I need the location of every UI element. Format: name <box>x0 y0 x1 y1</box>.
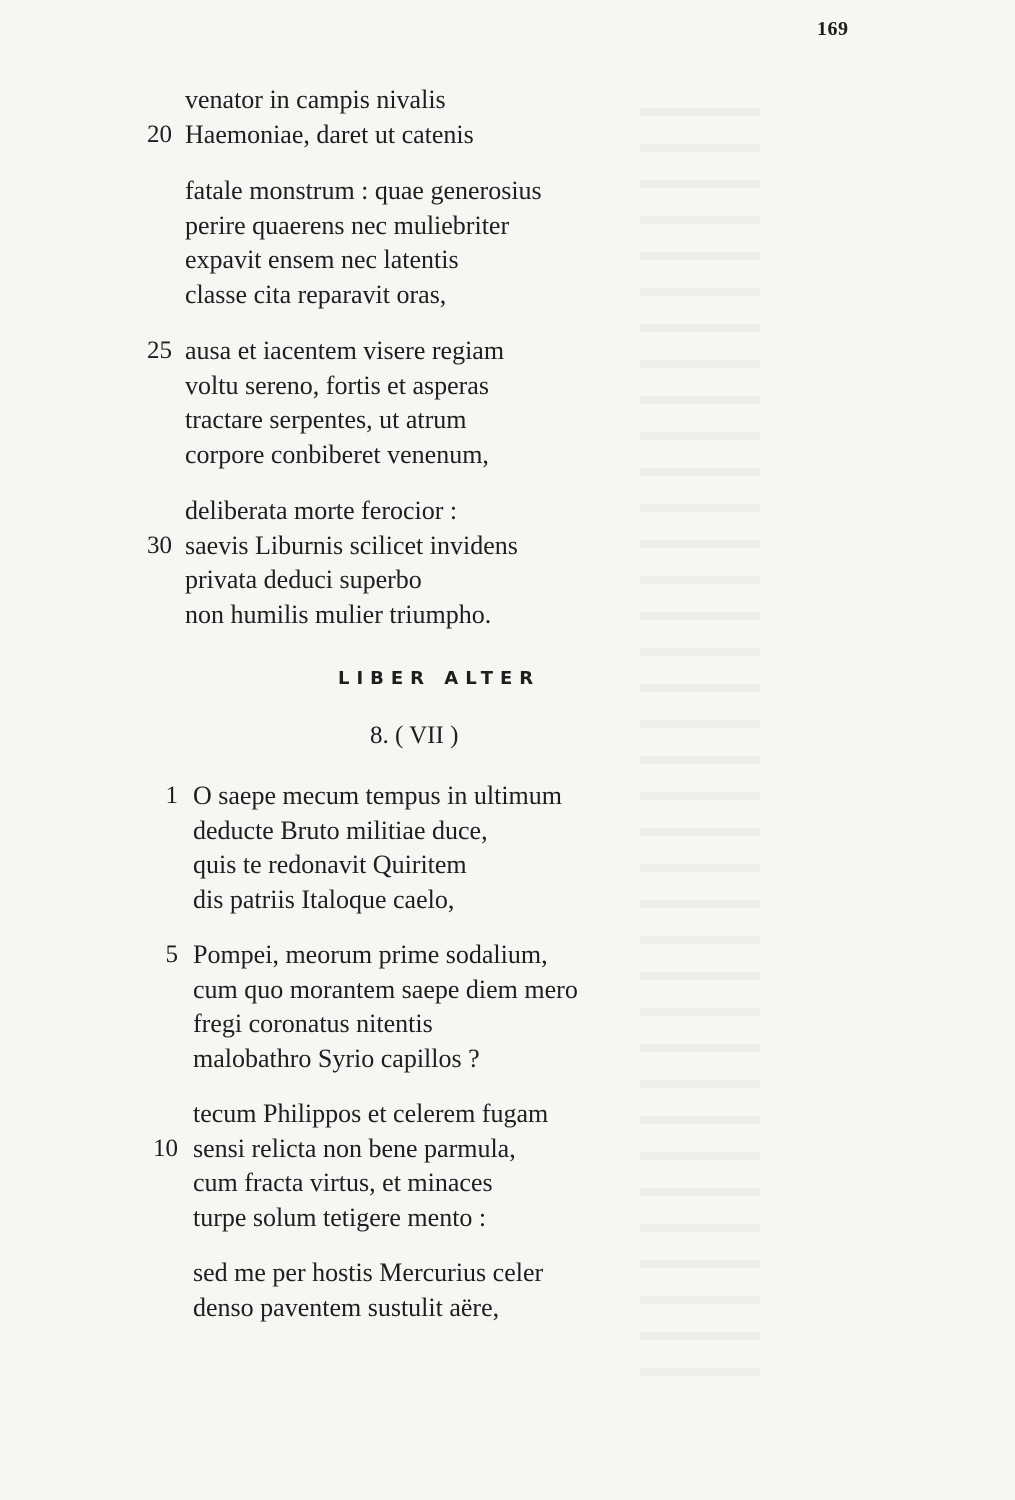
verse-text: voltu sereno, fortis et asperas <box>185 370 489 400</box>
verse-text: quis te redonavit Quiritem <box>193 850 467 879</box>
verse-text: denso paventem sustulit aëre, <box>193 1292 500 1322</box>
verse-text: sed me per hostis Mercurius celer <box>193 1258 544 1287</box>
bleed-through-shadow <box>640 80 760 1380</box>
verse-text: deducte Bruto militiae duce, <box>193 815 488 845</box>
verse-text: privata deduci superbo <box>185 565 422 594</box>
line-number: 1 <box>165 782 178 809</box>
verse-text: turpe solum tetigere mento : <box>193 1202 487 1232</box>
poem-title: 8. ( VII ) <box>370 722 459 749</box>
verse-text: dis patriis Italoque caelo, <box>193 884 455 914</box>
verse-text: cum quo morantem saepe diem mero <box>193 974 578 1004</box>
verse-text: cum fracta virtus, et minaces <box>193 1168 493 1197</box>
verse-text: tecum Philippos et celerem fugam <box>193 1099 549 1128</box>
verse-text: ausa et iacentem visere regiam <box>185 336 505 365</box>
verse-text: classe cita reparavit oras, <box>185 279 447 309</box>
section-heading: LIBER ALTER <box>338 668 541 689</box>
verse-text: fregi coronatus nitentis <box>193 1009 433 1038</box>
line-number: 20 <box>147 120 172 148</box>
verse-text: venator in campis nivalis <box>185 85 446 114</box>
verse-text: tractare serpentes, ut atrum <box>185 405 467 434</box>
verse-text: Haemoniae, daret ut catenis <box>185 119 474 149</box>
verse-text: O saepe mecum tempus in ultimum <box>193 781 562 810</box>
verse-text: perire quaerens nec muliebriter <box>185 210 510 240</box>
line-number: 5 <box>165 941 178 968</box>
verse-text: malobathro Syrio capillos ? <box>193 1043 480 1073</box>
verse-text: Pompei, meorum prime sodalium, <box>193 940 548 969</box>
line-number: 25 <box>147 337 172 364</box>
verse-text: fatale monstrum : quae generosius <box>185 176 542 205</box>
verse-text: sensi relicta non bene parmula, <box>193 1133 516 1163</box>
line-number: 30 <box>147 531 172 559</box>
verse-text: non humilis mulier triumpho. <box>185 599 492 629</box>
verse-text: expavit ensem nec latentis <box>185 245 459 274</box>
verse-text: corpore conbiberet venenum, <box>185 439 489 469</box>
line-number: 10 <box>153 1134 178 1162</box>
verse-text: deliberata morte ferocior : <box>185 496 458 525</box>
verse-text: saevis Liburnis scilicet invidens <box>185 530 518 560</box>
page-number: 169 <box>817 18 849 40</box>
